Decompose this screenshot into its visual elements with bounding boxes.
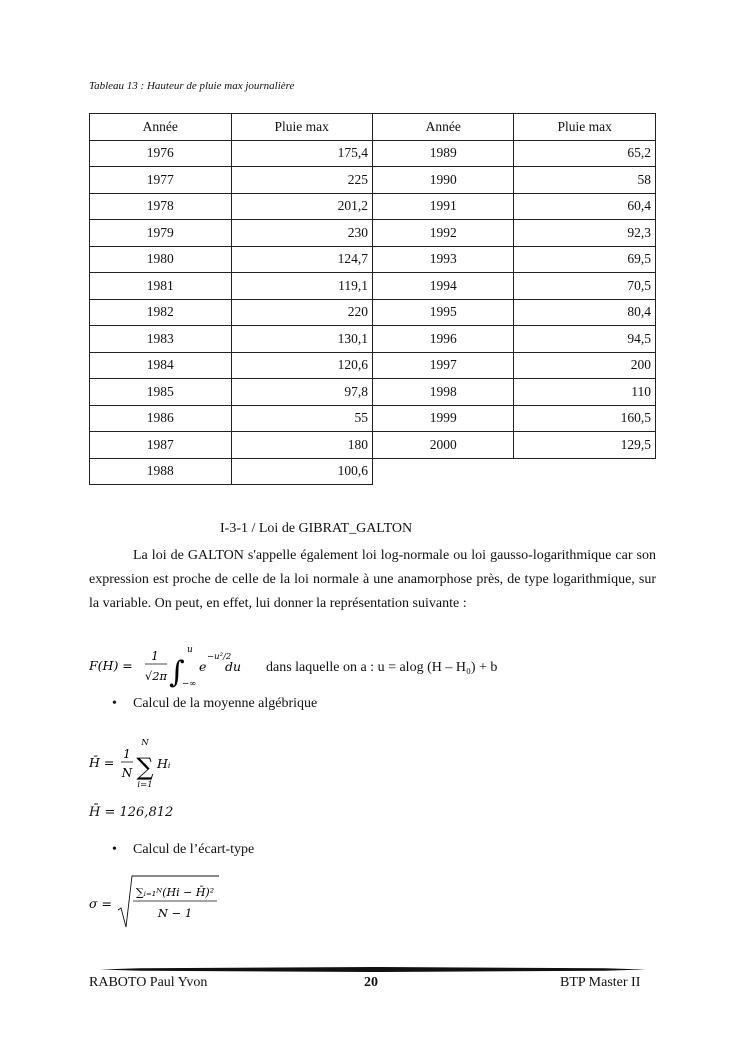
rainfall-table	[89, 113, 656, 485]
year-cell: 1978	[90, 193, 232, 220]
bullet-std-text: Calcul de l’écart-type	[133, 842, 255, 857]
year-cell: 1981	[90, 273, 232, 300]
table-row	[90, 405, 656, 432]
table-row	[90, 458, 656, 485]
year-cell: 1982	[90, 299, 232, 326]
year-cell: 1976	[90, 140, 232, 167]
header-rain-1: Pluie max	[231, 114, 372, 141]
table-header-row	[90, 114, 656, 141]
rainfall-cell: 92,3	[514, 220, 656, 247]
year-cell: 1998	[372, 379, 514, 406]
year-cell: 1986	[90, 405, 232, 432]
year-cell: 1977	[90, 167, 232, 194]
rainfall-cell: 129,5	[514, 432, 656, 459]
rainfall-cell: 180	[231, 432, 372, 459]
rainfall-cell: 124,7	[231, 246, 372, 273]
year-cell: 1999	[372, 405, 514, 432]
header-year-2: Année	[372, 114, 514, 141]
formula-mean-upper: N	[141, 738, 149, 748]
table-row	[90, 352, 656, 379]
year-cell: 1989	[372, 140, 514, 167]
year-cell: 1983	[90, 326, 232, 353]
formula-sigma-num: ∑ᵢ₌₁ᴺ(Hi − H̄)²	[135, 886, 215, 899]
rainfall-cell: 58	[514, 167, 656, 194]
rainfall-cell: 80,4	[514, 299, 656, 326]
year-cell: 1997	[372, 352, 514, 379]
mean-formula	[89, 736, 199, 796]
year-cell: 1984	[90, 352, 232, 379]
empty-cell	[514, 458, 656, 485]
year-cell: 1992	[372, 220, 514, 247]
rainfall-cell: 160,5	[514, 405, 656, 432]
header-year-1: Année	[90, 114, 232, 141]
footer-program: BTP Master II	[560, 975, 641, 990]
rainfall-cell: 119,1	[231, 273, 372, 300]
body-paragraph: La loi de GALTON s'appelle également loi log-normale ou loi gausso-logarithmique car son expression est proche de celle de la loi normale à une anamorphose près, de type logarithmique, sur la variable. On peut, en effet, lui donner la représentation suivante :	[89, 548, 656, 611]
year-cell: 1980	[90, 246, 232, 273]
sigma-formula	[89, 872, 229, 934]
rainfall-cell: 60,4	[514, 193, 656, 220]
footer-author: RABOTO Paul Yvon	[89, 975, 208, 990]
year-cell: 1995	[372, 299, 514, 326]
rainfall-cell: 175,4	[231, 140, 372, 167]
table-row	[90, 193, 656, 220]
year-cell: 2000	[372, 432, 514, 459]
rainfall-cell: 220	[231, 299, 372, 326]
table-row	[90, 273, 656, 300]
formula-mean-lhs: H̄ =	[89, 755, 115, 770]
rainfall-cell: 94,5	[514, 326, 656, 353]
table-body	[90, 140, 656, 485]
table-caption: Tableau 13 : Hauteur de pluie max journalière	[89, 80, 295, 92]
year-cell: 1985	[90, 379, 232, 406]
rainfall-cell: 97,8	[231, 379, 372, 406]
rainfall-cell: 130,1	[231, 326, 372, 353]
year-cell: 1996	[372, 326, 514, 353]
sigma-formula-svg	[89, 872, 229, 930]
footer-divider	[100, 967, 645, 972]
year-cell: 1993	[372, 246, 514, 273]
integral-sign: ∫	[169, 655, 185, 690]
formula-sigma-lhs: σ =	[89, 896, 112, 911]
table-row	[90, 246, 656, 273]
rainfall-cell: 70,5	[514, 273, 656, 300]
rainfall-cell: 120,6	[231, 352, 372, 379]
mean-formula-svg	[89, 736, 199, 792]
table-row	[90, 326, 656, 353]
table-row	[90, 379, 656, 406]
year-cell: 1994	[372, 273, 514, 300]
rainfall-cell: 230	[231, 220, 372, 247]
formula-f-lhs: F(H) =	[89, 658, 133, 673]
rainfall-cell: 55	[231, 405, 372, 432]
bullet-dot: •	[112, 696, 117, 711]
where-text: dans laquelle on a : u = alog (H – H₀) + b	[266, 660, 498, 675]
year-cell: 1991	[372, 193, 514, 220]
year-cell: 1990	[372, 167, 514, 194]
table-row	[90, 220, 656, 247]
table-row	[90, 140, 656, 167]
footer-page-number: 20	[364, 975, 378, 990]
formula-f-du: du	[225, 659, 242, 674]
galton-formula	[89, 642, 259, 694]
year-cell: 1988	[90, 458, 232, 485]
formula-mean-num: 1	[123, 747, 131, 761]
year-cell: 1987	[90, 432, 232, 459]
bullet-std	[112, 842, 254, 858]
empty-cell	[372, 458, 514, 485]
year-cell: 1979	[90, 220, 232, 247]
table-row	[90, 432, 656, 459]
formula-mean-term: Hᵢ	[157, 756, 171, 771]
sum-sign: ∑	[136, 753, 154, 781]
formula-f-integrand: e	[199, 659, 207, 674]
formula-mean-lower: i=1	[137, 780, 153, 790]
rainfall-cell: 200	[514, 352, 656, 379]
formula-f-exponent: −u²/2	[207, 652, 232, 662]
rainfall-cell: 100,6	[231, 458, 372, 485]
galton-formula-svg	[89, 642, 259, 690]
bullet-mean	[112, 696, 317, 712]
section-title: I-3-1 / Loi de GIBRAT_GALTON	[220, 521, 413, 536]
rainfall-cell: 225	[231, 167, 372, 194]
formula-f-num: 1	[151, 649, 159, 663]
bullet-mean-text: Calcul de la moyenne algébrique	[133, 696, 318, 711]
rainfall-cell: 69,5	[514, 246, 656, 273]
rainfall-cell: 65,2	[514, 140, 656, 167]
table-row	[90, 167, 656, 194]
formula-sigma-den: N − 1	[157, 906, 193, 920]
bullet-dot: •	[112, 842, 117, 857]
header-rain-2: Pluie max	[514, 114, 656, 141]
mean-value: H̄ = 126,812	[89, 805, 174, 820]
rainfall-cell: 201,2	[231, 193, 372, 220]
formula-f-lower: −∞	[182, 679, 197, 689]
rainfall-cell: 110	[514, 379, 656, 406]
table-row	[90, 299, 656, 326]
formula-mean-den: N	[121, 766, 133, 780]
formula-f-upper: u	[187, 645, 193, 655]
formula-f-den: √2π	[144, 669, 168, 683]
